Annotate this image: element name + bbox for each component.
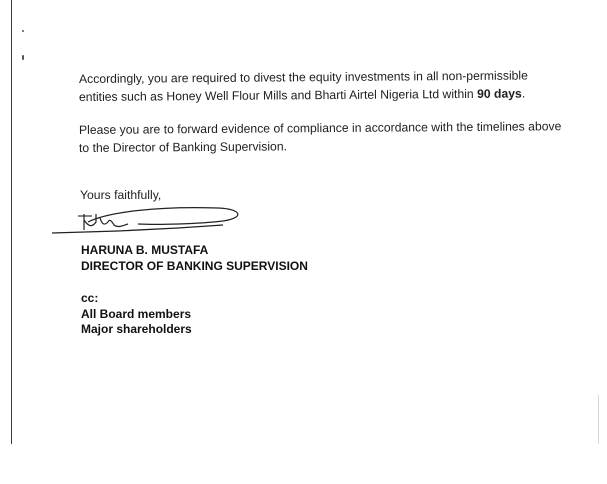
- signatory-title: DIRECTOR OF BANKING SUPERVISION: [81, 258, 308, 273]
- page-edge-line: [11, 0, 12, 444]
- closing-salutation: Yours faithfully,: [80, 188, 162, 202]
- handwritten-signature: [48, 200, 248, 240]
- deadline-text: 90 days: [477, 86, 522, 101]
- signatory-name: HARUNA B. MUSTAFA: [81, 243, 209, 257]
- paragraph-line: Please you are to forward evidence of compliance in accordance with the timelines above: [78, 119, 562, 137]
- paragraph-divest: [79, 70, 528, 106]
- cc-recipient: All Board members: [81, 306, 192, 321]
- cc-recipient: Major shareholders: [81, 322, 192, 336]
- paragraph-compliance: [79, 121, 561, 157]
- paragraph-text: .: [521, 86, 526, 101]
- page-edge-line-right: [598, 395, 599, 444]
- cc-label: cc:: [81, 291, 99, 305]
- paragraph-text: entities such as Honey Well Flour Mills and Bharti Airtel Nigeria Ltd within: [78, 86, 478, 104]
- paragraph-line: [79, 84, 528, 106]
- cc-block: [81, 291, 192, 338]
- paragraph-line: Accordingly, you are required to divest the equity investments in all non-permissible: [78, 68, 528, 86]
- signatory-block: [81, 243, 308, 274]
- scan-speck: [22, 55, 24, 60]
- paragraph-line: to the Director of Banking Supervision.: [78, 139, 288, 155]
- scan-speck: [22, 30, 24, 32]
